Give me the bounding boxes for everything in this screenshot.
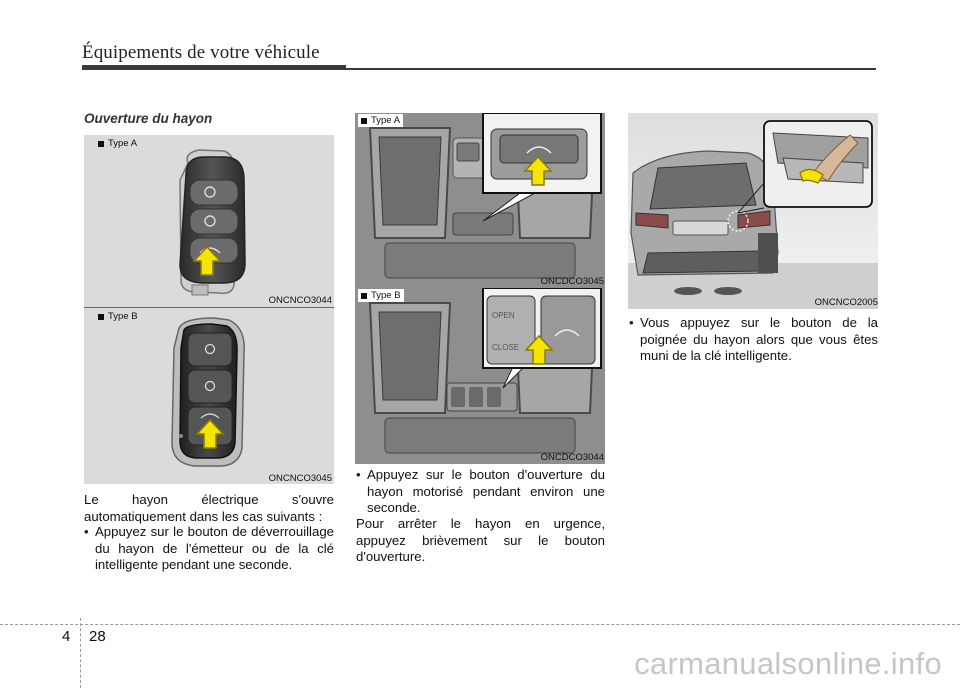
label-square-icon [98,141,104,147]
bullet-dot: • [356,467,361,482]
label-square-icon [361,293,367,299]
bullet-item [629,315,878,365]
overhead-console-type-a-illustration [355,113,605,288]
header-rule-thick [82,65,346,70]
label-square-icon [361,118,367,124]
figure-code: ONCDCO3044 [540,452,604,463]
suv-rear-tailgate-illustration [628,113,878,309]
figure-console-type-b-label [358,289,404,302]
chapter-number: 4 [62,628,71,645]
figure-key-type-b-label [98,311,138,322]
bullet-dot: • [629,315,634,330]
bullet-item [84,524,334,574]
section-heading: Ouverture du hayon [84,111,213,126]
bullet-text: Vous appuyez sur le bouton de la poignée du hayon alors que vous êtes muni de la clé intelligente. [640,315,878,363]
key-fob-type-a-illustration [84,135,334,307]
figure-console-type-a [355,113,605,288]
emergency-stop-paragraph: Pour arrêter le hayon en urgence, appuyez brièvement sur le bouton d'ouverture. [356,516,605,564]
bullet-dot: • [84,524,89,539]
figure-console-type-b [355,288,605,464]
footer-dashed-vertical-rule [80,618,81,688]
page-number: 28 [89,628,106,645]
figure-key-type-a-label [98,138,137,149]
figure-code: ONCNCO3045 [268,473,332,484]
page-header-title: Équipements de votre véhicule [82,42,320,63]
bullet-item [356,467,605,517]
figure-tailgate-handle [628,113,878,309]
figure-key-type-b [84,308,334,484]
type-b-text: Type B [371,290,401,301]
bullet-text: Appuyez sur le bouton d'ouverture du hayon motorisé pendant environ une seconde. [367,467,605,515]
intro-paragraph: Le hayon électrique s'ouvre automatiquement dans les cas suivants : [84,492,334,524]
type-a-text: Type A [108,138,138,149]
figure-key-type-a [84,135,334,307]
label-square-icon [98,314,104,320]
close-text: CLOSE [492,343,520,352]
type-b-text: Type B [108,311,138,322]
bullet-text: Appuyez sur le bouton de déverrouillage du hayon de l'émetteur ou de la clé intelligente pendant une seconde. [95,524,334,572]
watermark-text: carmanualsonline.info [634,646,942,681]
figure-code: ONCNCO3044 [268,295,332,306]
figure-console-type-a-label [358,114,403,127]
smart-key-type-b-illustration [84,308,334,484]
type-a-text: Type A [371,115,401,126]
open-text: OPEN [492,311,515,320]
figure-code: ONCNCO2005 [814,297,878,308]
overhead-console-type-b-illustration [355,288,605,464]
footer-dashed-rule [0,624,960,625]
header-rule-thin [346,68,876,70]
figure-code: ONCDCO3045 [540,276,604,287]
